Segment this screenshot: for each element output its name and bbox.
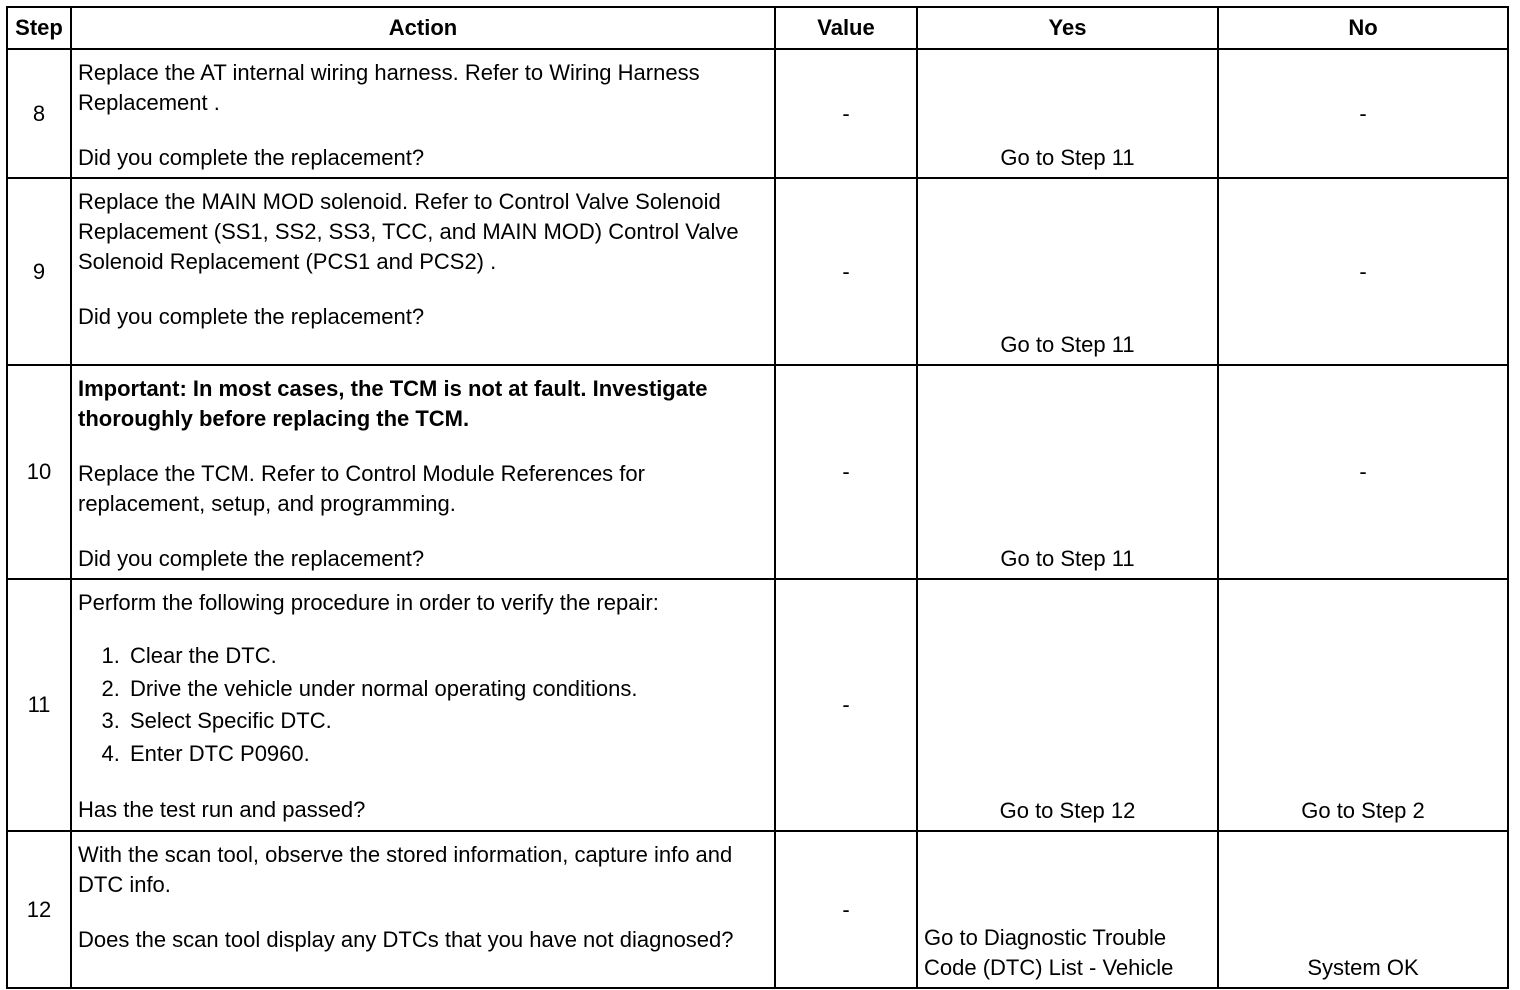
- action-cell: [71, 365, 775, 579]
- value-cell: -: [775, 365, 917, 579]
- step-number: 9: [7, 178, 71, 365]
- step-number: 10: [7, 365, 71, 579]
- action-instruction: Replace the MAIN MOD solenoid. Refer to Control Valve Solenoid Replacement (SS1, SS2, SS3, TCC, and MAIN MOD) Control Valve Solenoid Replacement (PCS1 and PCS2) .: [78, 189, 739, 274]
- action-question: Did you complete the replacement?: [78, 145, 425, 170]
- action-question: Did you complete the replacement?: [78, 546, 425, 571]
- action-cell: [71, 178, 775, 365]
- procedure-item: 3. Select Specific DTC.: [126, 705, 768, 738]
- action-cell: [71, 49, 775, 178]
- action-cell: [71, 579, 775, 831]
- yes-link-text[interactable]: Go to Diagnostic Trouble Code (DTC) List - Vehicle: [924, 925, 1174, 980]
- no-cell: -: [1218, 178, 1508, 365]
- yes-link[interactable]: [917, 831, 1218, 988]
- procedure-list: [78, 640, 768, 770]
- value-cell: -: [775, 178, 917, 365]
- table-row-step-10: [7, 365, 1508, 579]
- step-number: 12: [7, 831, 71, 988]
- action-question: Has the test run and passed?: [78, 797, 366, 822]
- step-number: 8: [7, 49, 71, 178]
- no-cell: -: [1218, 365, 1508, 579]
- header-value: Value: [775, 7, 917, 49]
- header-no: No: [1218, 7, 1508, 49]
- header-row: [7, 7, 1508, 49]
- yes-link[interactable]: Go to Step 11: [917, 178, 1218, 365]
- important-note: Important: In most cases, the TCM is not at fault. Investigate thoroughly before replacing the TCM.: [78, 376, 708, 431]
- procedure-intro: Perform the following procedure in order to verify the repair:: [78, 590, 659, 615]
- no-link[interactable]: Go to Step 2: [1218, 579, 1508, 831]
- value-cell: -: [775, 49, 917, 178]
- yes-link[interactable]: Go to Step 11: [917, 49, 1218, 178]
- action-question: Did you complete the replacement?: [78, 304, 425, 329]
- procedure-item: 2. Drive the vehicle under normal operating conditions.: [126, 673, 768, 706]
- value-cell: -: [775, 579, 917, 831]
- header-step: Step: [7, 7, 71, 49]
- table-row-step-8: [7, 49, 1508, 178]
- yes-link[interactable]: Go to Step 12: [917, 579, 1218, 831]
- value-cell: -: [775, 831, 917, 988]
- procedure-item: 4. Enter DTC P0960.: [126, 738, 768, 771]
- action-question: Does the scan tool display any DTCs that you have not diagnosed?: [78, 927, 734, 952]
- yes-link[interactable]: Go to Step 11: [917, 365, 1218, 579]
- table-row-step-9: [7, 178, 1508, 365]
- action-cell: [71, 831, 775, 988]
- action-instruction: Replace the TCM. Refer to Control Module References for replacement, setup, and programming.: [78, 461, 645, 516]
- diagnostic-table: [6, 6, 1509, 989]
- procedure-item: 1. Clear the DTC.: [126, 640, 768, 673]
- header-yes: Yes: [917, 7, 1218, 49]
- table-row-step-11: [7, 579, 1508, 831]
- header-action: Action: [71, 7, 775, 49]
- action-instruction: Replace the AT internal wiring harness. Refer to Wiring Harness Replacement .: [78, 60, 700, 115]
- table-row-step-12: [7, 831, 1508, 988]
- no-cell: -: [1218, 49, 1508, 178]
- action-instruction: With the scan tool, observe the stored information, capture info and DTC info.: [78, 842, 733, 897]
- step-number: 11: [7, 579, 71, 831]
- no-result: System OK: [1218, 831, 1508, 988]
